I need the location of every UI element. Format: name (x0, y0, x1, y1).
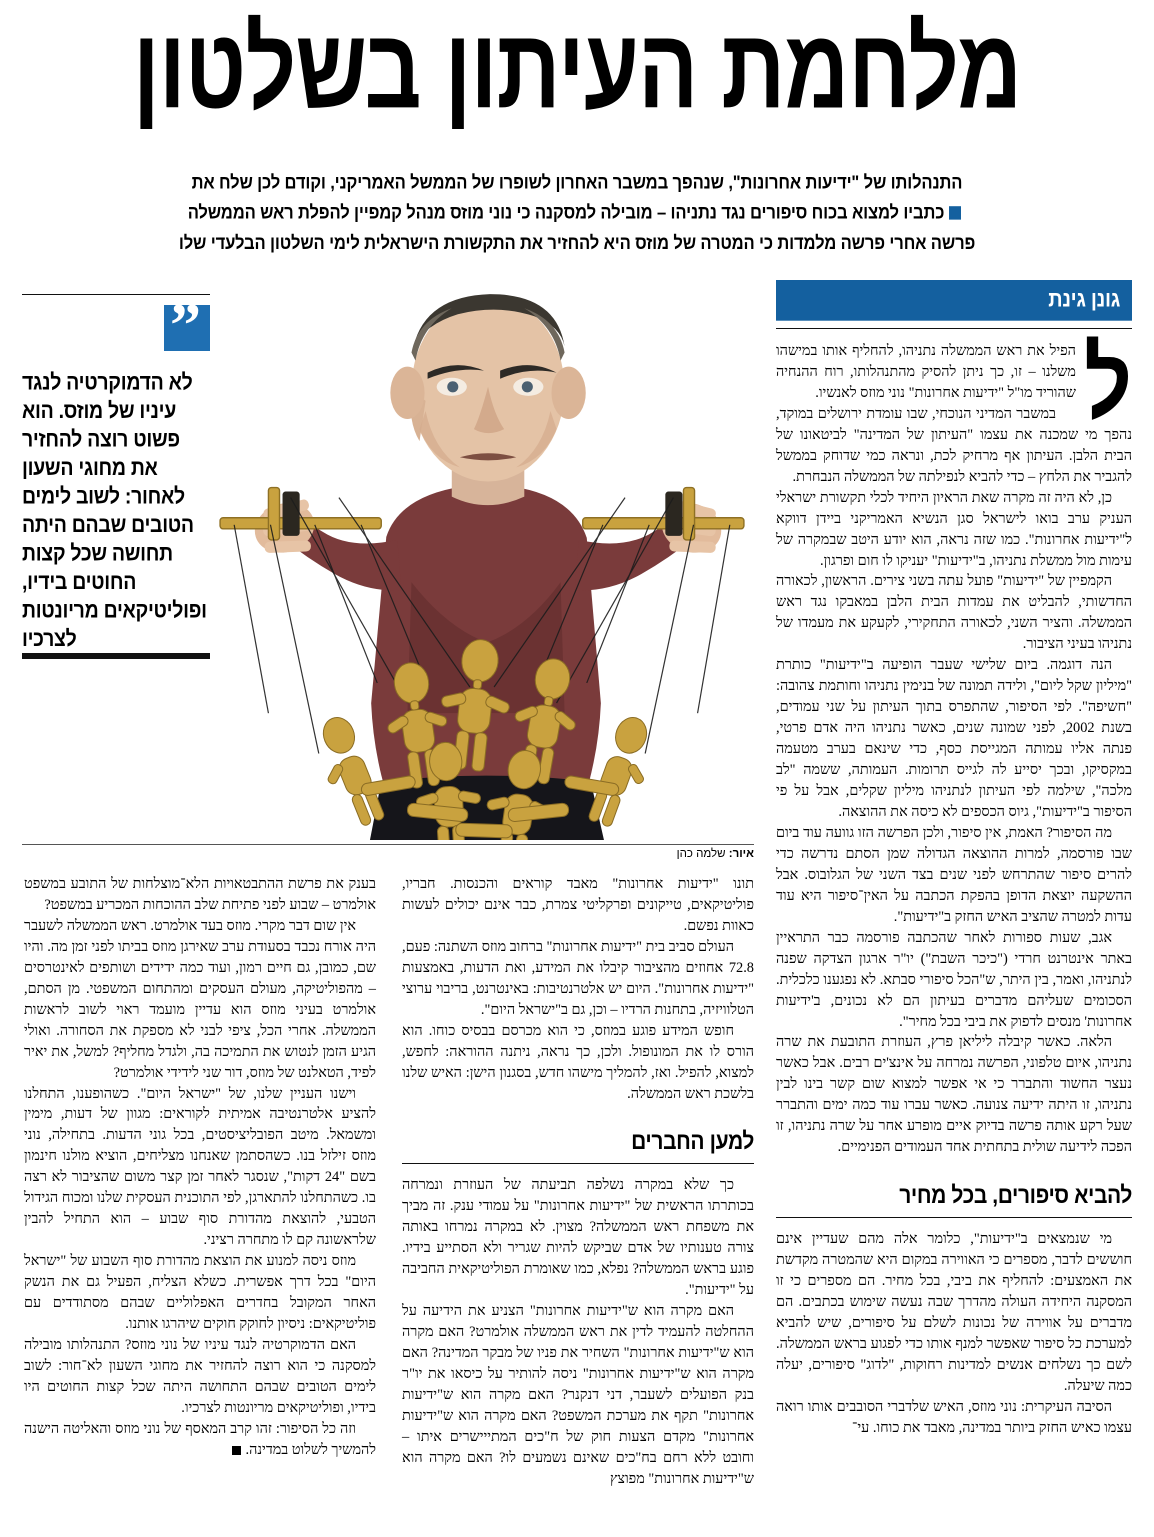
right-column-body-2 (776, 1229, 1132, 1439)
caricature-illustration (210, 280, 754, 840)
left-column-body (24, 874, 376, 1461)
deck-line-3: פרשה אחרי פרשה מלמדות כי המטרה של מוזס היא להחזיר את התקשורת הישראלית לימי השלטון הבלעדי שלו (178, 231, 976, 254)
subhead-divider (776, 1217, 1132, 1218)
paragraph: העולם סביב בית "ידיעות אחרונות" ברחוב מוזס השתנה: פעם, 72.8 אחוזים מהציבור קיבלו את המידע, ואת הדעות, באמצעות "ידיעות אחרונות". היום יש אלטרנטיבות: באינטרנט, בריבוי ערוצי הטלוויזיה, בתחנות הרדיו – וכן, גם ב"ישראל היום". (402, 938, 754, 1018)
paragraph: וישנו העניין שלנו, של "ישראל היום". כשהופענו, התחלנו להציע אלטרנטיבה אמיתית לקוראים: מגוון של דעות, מימין ומשמאל. מיטב הפובליציסטים, בכל גוני הדעות. בתחילה, נוני מוזס זילזל בנו. כשהסתמן שאנחנו מצליחים, הוציא מולנו חינמון בשם "24 דקות", שנסגר לאחר זמן קצר משום שהציבור לא רצה בו. כשהתחלנו להתארגן, לפי התוכנית העסקית שלנו ומכוח הגידול הטבעי, להוצאת מהדורת סוף שבוע – הוא התחיל להבין שלראשונה קם לו מתחרה רציני. (24, 1085, 376, 1249)
right-column-body (776, 327, 1132, 1158)
lower-columns (22, 874, 754, 1490)
illustration-block (22, 280, 754, 840)
deck-square-marker (949, 206, 961, 219)
paragraph: הקמפיין של "ידיעות" פועל עתה בשני צירים. הראשון, לכאורה החדשותי, להבליט את עמדות הבית הלבן במאבקו נגד ראש הממשלה. והציר השני, לכאורה התחקירי, לקעקע את מעמדו של נתניהו בעיני הציבור. (776, 573, 1132, 653)
page-columns (22, 280, 1132, 1531)
pullquote-block (22, 280, 210, 840)
byline-author: גונן גינת (1048, 287, 1120, 312)
deck-line-2: כתביו למצוא בכוח סיפורים נגד נתניהו – מובילה למסקנה כי נוני מוזס מנהל קמפיין להפלת ראש הממשלה (28, 197, 1126, 227)
paragraph: בענק את פרשת ההתבטאויות הלא־מוצלחות של התובע במשפט אולמרט – שבוע לפני פתיחת שלב ההוכחות המכריע במשפט? (24, 876, 376, 913)
paragraph: הנה דוגמה. ביום שלישי שעבר הופיעה ב"ידיעות" כותרת "מיליון שקל ליום", ולידה תמונה של בנימין נתניהו וחותמת צהובה: "חשיפה". לפי הסיפור, שהתפרס בתוך העיתון על שני עמודים, בשנת 2002, לפני שמונה שנים, כאשר נתניהו היה אדם פרטי, פנתה אליו עמותה המגייסת כסף, כדי שינאם בערב מטעמה במקסיקו, ובכך יסייע לה לגייס תרומות. העמותה, ששמה "לב מלכה", שילמה לפי העיתון לנתניהו מיליון שקלים, אבל על פי הסיפור ב"ידיעות", גיוס הכספים לא כיסה את ההוצאה. (776, 657, 1132, 820)
paragraph: חופש המידע פוגע במוזס, כי הוא מכרסם בבסיס כוחו. הוא הורס לו את המונופול. ולכן, כך נראה, ניתנה ההוראה: לחפש, למצוא, להפיל. ואז, להמליך מישהו חדש, בסגנון הישן: האיש שלנו בלשכת ראש הממשלה. (402, 1022, 754, 1102)
paragraph: הלאה. כאשר קיבלה ליליאן פרץ, העוזרת התובעת את שרה נתניהו, איום טלפוני, הפרשה נמרחה על אינצ'ים רבים. אבל כאשר נעצר החשוד והתברר כי אי אפשר למצוא שום קשר בינו לבין נתניהו, זו היתה ידיעה צנועה. כאשר עברו עוד כמה ימים והתברר שעל רקע אותה פרשה בדיוק איים מופרע אחר על שרה נתניהו, זו הפכה לידיעה שולית בתחתית אחד העמודים הפנימיים. (776, 1034, 1132, 1156)
paragraph: אין שום דבר מקרי. מוזס בעד אולמרט. ראש הממשלה לשעבר היה אורח נכבד בסעודת ערב שאירגן מוזס בביתו לפני זמן מה. והיו שם, כמובן, גם חיים רמון, ועוד כמה ידידים ושותפים לאינטרסים – מהפוליטיקה, מעולם העסקים ומהתחום המשפטי. מן הסתם, אולמרט בעיני מוזס הוא עדיין מועמד ראוי לשוב לראשות הממשלה. אחרי הכל, ציפי לבני לא מספקת את הסחורה. ואולי הגיע הזמן לנטוש את התמיכה בה, ולגדל מחליף? למשל, את יאיר לפיד, הטאלנט של מוזס, דור שני לידידי אולמרט? (24, 917, 376, 1081)
column-left (24, 874, 376, 1490)
paragraph: מוזס ניסה למנוע את הוצאת מהדורת סוף השבוע של "ישראל היום" בכל דרך אפשרית. כשלא הצליח, הפעיל גם את הנשק האחר המקובל בחדרים האפלוליים שבהם מסתודדים עם פוליטיקאים: ניסיון לחוקק חוקים שיהרגו אותנו. (24, 1253, 376, 1333)
paragraph: הסיבה העיקרית: נוני מוזס, האיש שלדברי הסובבים אותו רואה עצמו כאיש החזק ביותר במדינה, מאבד את כוחו. עי־ (776, 1398, 1132, 1436)
paragraph: האם מקרה הוא ש"ידיעות אחרונות" הצניע את הידיעה על ההחלטה להעמיד לדין את ראש הממשלה אולמרט? האם מקרה הוא ש"ידיעות אחרונות" השחיר את פניו של מבקר המדינה? האם מקרה הוא ש"ידיעות אחרונות" ניסה להותיר על כיסאו את יו"ר בנק הפועלים לשעבר, דני דנקנר? האם מקרה הוא ש"ידיעות אחרונות" תקף את מערכת המשפט? האם מקרה הוא ש"ידיעות אחרונות" מקדם הצעות חוק של ח"כים המתייישרים איתו – וחובט ללא רחם בח"כים שאינם נשמעים לו? האם מקרה הוא ש"ידיעות אחרונות" מפוצץ (402, 1303, 754, 1487)
byline-divider (776, 328, 1132, 329)
end-of-article-marker (232, 1446, 241, 1455)
paragraph-text: וזה כל הסיפור: זהו קרב המאסף של נוני מוזס והאליטה הישנה להמשיך לשלוט במדינה. (24, 1420, 376, 1458)
subhead-for-the-friends: למען החברים (631, 1129, 754, 1156)
deck-line-1: התנהלותו של "ידיעות אחרונות", שנהפך במשבר האחרון לשופרו של הממשל האמריקני, וקודם לכן שלח את (191, 171, 963, 193)
credit-name: שלמה כהן (676, 848, 726, 860)
paragraph: מה הסיפור? האמת, אין סיפור, ולכן הפרשה הזו גוועה עוד ביום שבו פורסמה, למרות ההוצאה הגדולה שמן הסתם נדרשה כדי להרים סיפור שהתרחש לפני שנים בצד השני של הגלובוס. אבל ההשקעה יוצאת הדופן בהפקת הכתבה על האין־סיפור היא עוד עדות למטרה שהציב האיש החזק ב"ידיעות". (776, 824, 1132, 925)
illustration-credit-block (22, 844, 754, 860)
pullquote-text: לא הדמוקרטיה לנגד עיניו של מוזס. הוא פשוט רוצה להחזיר את מחוגי השעון לאחור: לשוב לימים הטובים שבהם היתה תחושה שכל קצות החוטים בידיו, ופוליטיקאים מריונטות לצרכיו (22, 370, 207, 652)
byline-bar (776, 280, 1132, 321)
article-deck (28, 167, 1126, 258)
dropcap-paragraph (776, 327, 1132, 488)
middle-column-body (402, 874, 754, 1104)
paragraph: האם הדמוקרטיה לנגד עיניו של נוני מוזס? התנהלותו מובילה למסקנה כי הוא רוצה להחזיר את מחוגי השעון לא־חור: לשוב לימים הטובים שבהם התחושה היתה שכל קצות החוטים היו בידיו, ופוליטיקאים מריונטות לצרכיו. (24, 1336, 376, 1416)
column-gutter (754, 280, 776, 1531)
paragraph: כך שלא במקרה נשלפה תביעתה של העוזרת ונמרחה בכותרתו הראשית של "ידיעות אחרונות" על עמודי ענק. זה מביך את משפחת ראש הממשלה? מצוין. לא במקרה נמרחו באותה צורה טענותיו של אדם שביקש להיות שגריר ולא הסתייע בידיו. פוגע בראש הממשלה? נפלא, כמו שאומרת הפוליטיקאית החביבה על "ידיעות". (402, 1177, 754, 1299)
paragraph: כן, לא היה זה מקרה שאת הראיון היחיד לכלי תקשורת ישראלי העניק ערב בואו לישראל סגן הנשיא האמריקני ביידן דווקא ל"ידיעות אחרונות". כמו שזה נראה, הוא יודע היטב שבמקרה של עימות מול ממשלת נתניהו, ב"ידיעות" יעניקו לו חום ופרגון. (776, 489, 1132, 569)
newspaper-page (0, 4, 1154, 1537)
column-middle (402, 874, 754, 1490)
credit-label: איור: (728, 848, 754, 860)
column-gutter (376, 874, 402, 1490)
paragraph: תונו "ידיעות אחרונות" מאבד קוראים והכנסות. חבריו, פוליטיקאים, טייקונים ופרקליטי צמרת, כבר אינם יכולים לעשות כאוות נפשם. (402, 876, 754, 934)
illustration-area (210, 280, 754, 840)
quotation-mark-icon (164, 305, 210, 351)
subhead-divider (402, 1163, 754, 1164)
illustration-credit (22, 845, 754, 860)
middle-column-body-2 (402, 1175, 754, 1489)
column-right (776, 280, 1132, 1531)
dropcap-letter: ל (1083, 327, 1132, 439)
page-headline: מלחמת העיתון בשלטון (132, 5, 1022, 133)
paragraph: הפיל את ראש הממשלה נתניהו, להחליף אותו במישהו משלנו – זו, כך ניתן להסיק מהתנהלותו, רוח ההנחיה שהוריד מו"ל "ידיעות אחרונות" נוני מוזס לאנשיו. (776, 343, 1076, 401)
paragraph: אגב, שעות ספורות לאחר שהכתבה פורסמה כבר התראיין באתר אינטרנט חרדי ("כיכר השבת") יו"ר ארגון הצדקה שפנה לנתניהו, ואמר, בין היתר, ש"הכל סיפורי סבתא. לא נפגענו כלכלית. הסכומים שעליהם מדברים בעיתון הם לא נכונים, ב'ידיעות אחרונות' מנסים לדפוק את ביבי בכל מחיר". (776, 929, 1132, 1030)
paragraph: במשבר המדיני הנוכחי, שבו עומדת ירושלים במוקד, נהפך מי שמכנה את עצמו "העיתון של המדינה" לביטאונו של הבית הלבן. העיתון אף מרחיק לכת, ונראה כמי שדוחק בממשל להגביר את הלחץ – כדי להביא לנפילתה של הממשלה הנבחרת. (776, 405, 1132, 485)
column-left-group (22, 280, 754, 1531)
paragraph: מי שנמצאים ב"ידיעות", כלומר אלה מהם שעדיין אינם חוששים לדבר, מספרים כי האווירה במקום היא שהמטרה מקדשת את האמצעים: להחליף את ביבי, בכל מחיר. הם מספרים כי זו המסקנה היחידה העולה מהדרך שבה נעשה שימוש בכתבים. הם מדברים על אווירה של נכונות לשלם על סיפורים, שיש להביא למערכת כל סיפור שאפשר למנף אותו כדי לפגוע בראש הממשלה. לשם כך נשלחים אנשים למדינות רחוקות, "לדוג" סיפורים, יעלה כמה שיעלה. (776, 1231, 1132, 1394)
subhead-stories-at-any-price: להביא סיפורים, בכל מחיר (899, 1183, 1132, 1209)
paragraph-final (24, 1419, 376, 1461)
